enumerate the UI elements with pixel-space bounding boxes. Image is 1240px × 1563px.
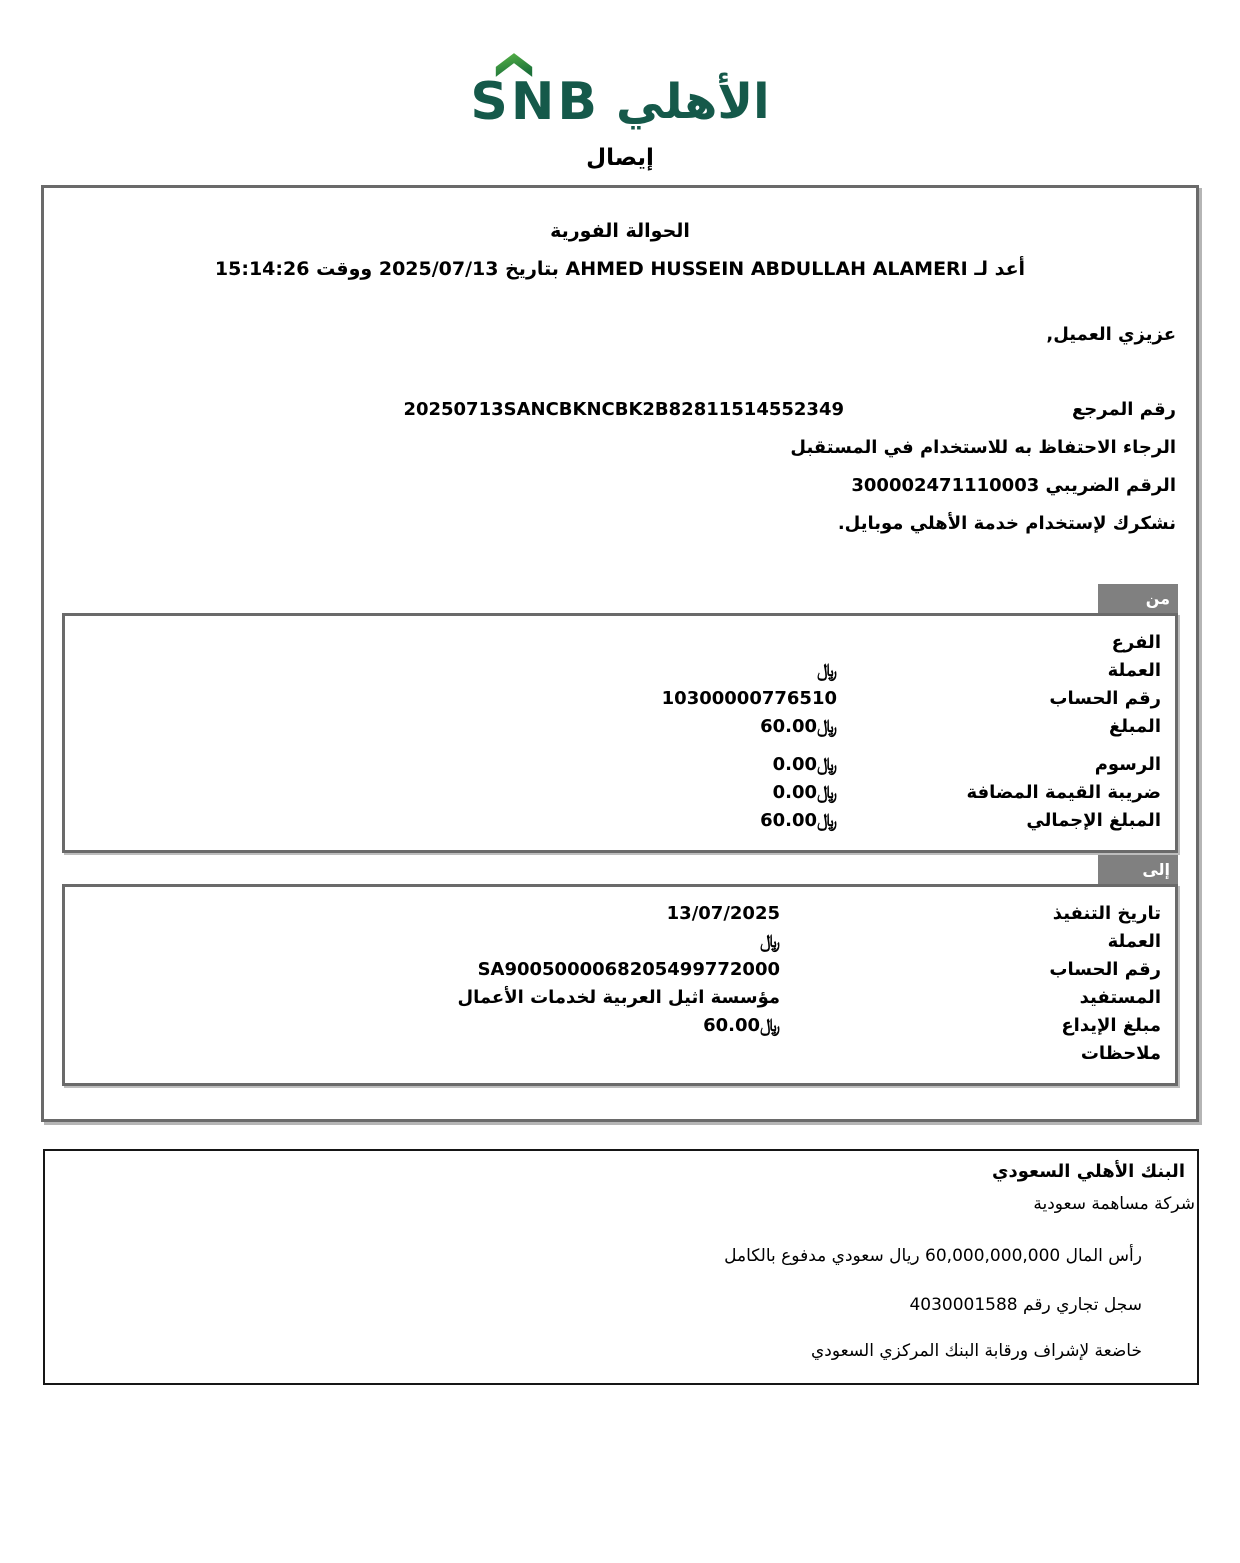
bank-info-box	[43, 1149, 1199, 1385]
field-label: الفرع	[1111, 631, 1161, 653]
logo-arabic-text: الأهلي	[615, 74, 770, 130]
keep-note-line: الرجاء الاحتفاظ به للاستخدام في المستقبل	[790, 436, 1176, 458]
bank-name: البنك الأهلي السعودي	[992, 1160, 1185, 1182]
field-label: رقم الحساب	[1049, 958, 1161, 980]
tax-number-line: الرقم الضريبي 300002471110003	[851, 474, 1176, 496]
from-tab: من	[1098, 584, 1178, 613]
prepared-for-line: أعد لـ AHMED HUSSEIN ABDULLAH ALAMERI بتاريخ 2025/07/13 ووقت 15:14:26	[214, 257, 1026, 280]
field-row-beneficiary	[65, 987, 1175, 1015]
field-row-total-amount	[65, 810, 1175, 838]
field-value: 10300000776510	[661, 687, 837, 709]
field-value: ﷼0.00	[772, 753, 837, 775]
field-value: ﷼60.00	[703, 1014, 780, 1036]
field-row-account-number	[65, 959, 1175, 987]
field-label: العملة	[1107, 659, 1161, 681]
field-value: ﷼60.00	[760, 809, 837, 831]
logo-latin-wrap	[470, 72, 600, 133]
field-value: SA9005000068205499772000	[477, 958, 780, 980]
field-label: تاريخ التنفيذ	[1052, 902, 1161, 924]
field-value: ﷼	[817, 659, 837, 681]
receipt-heading: إيصال	[586, 144, 654, 171]
field-label: الرسوم	[1094, 753, 1161, 775]
field-value: مؤسسة اثيل العربية لخدمات الأعمال	[457, 986, 780, 1008]
field-label: العملة	[1107, 930, 1161, 952]
field-row-execution-date	[65, 903, 1175, 931]
reference-label: رقم المرجع	[1072, 398, 1176, 420]
commercial-register-line: سجل تجاري رقم 4030001588	[909, 1294, 1142, 1315]
to-box	[62, 884, 1178, 1086]
from-box	[62, 613, 1178, 853]
field-label: مبلغ الإيداع	[1061, 1014, 1161, 1036]
customer-greeting: عزيزي العميل,	[1046, 323, 1176, 345]
capital-line: رأس المال 60,000,000,000 ريال سعودي مدفوع بالكامل	[724, 1245, 1142, 1266]
field-row-account-number	[65, 688, 1175, 716]
field-row-notes	[65, 1043, 1175, 1071]
chevron-up-icon	[494, 52, 534, 78]
field-label: المستفيد	[1079, 986, 1161, 1008]
field-label: ملاحظات	[1080, 1042, 1161, 1064]
field-row-currency	[65, 931, 1175, 959]
logo-latin-text: SNB	[470, 72, 600, 133]
field-label: رقم الحساب	[1049, 687, 1161, 709]
field-row-fees	[65, 754, 1175, 782]
field-value: ﷼0.00	[772, 781, 837, 803]
to-tab: إلى	[1098, 855, 1178, 884]
field-row-branch	[65, 632, 1175, 660]
field-value: ﷼	[760, 930, 780, 952]
reference-value: 20250713SANCBKNCBK2B82811514552349	[403, 398, 844, 420]
field-label: المبلغ الإجمالي	[1026, 809, 1161, 831]
thanks-line: نشكرك لإستخدام خدمة الأهلي موبايل.	[837, 512, 1176, 534]
field-value: 13/07/2025	[666, 902, 780, 924]
field-row-currency	[65, 660, 1175, 688]
field-row-amount	[65, 716, 1175, 744]
field-row-deposit-amount	[65, 1015, 1175, 1043]
receipt-body-box	[41, 185, 1199, 1122]
supervision-line: خاضعة لإشراف ورقابة البنك المركزي السعودي	[810, 1340, 1142, 1361]
field-value: ﷼60.00	[760, 715, 837, 737]
field-label: ضريبة القيمة المضافة	[966, 781, 1161, 803]
transfer-type-title: الحوالة الفورية	[550, 219, 690, 242]
field-label: المبلغ	[1109, 715, 1161, 737]
bank-logo	[0, 72, 1240, 133]
field-row-vat	[65, 782, 1175, 810]
reference-row	[44, 399, 1196, 420]
company-type-line: شركة مساهمة سعودية	[1033, 1193, 1195, 1214]
